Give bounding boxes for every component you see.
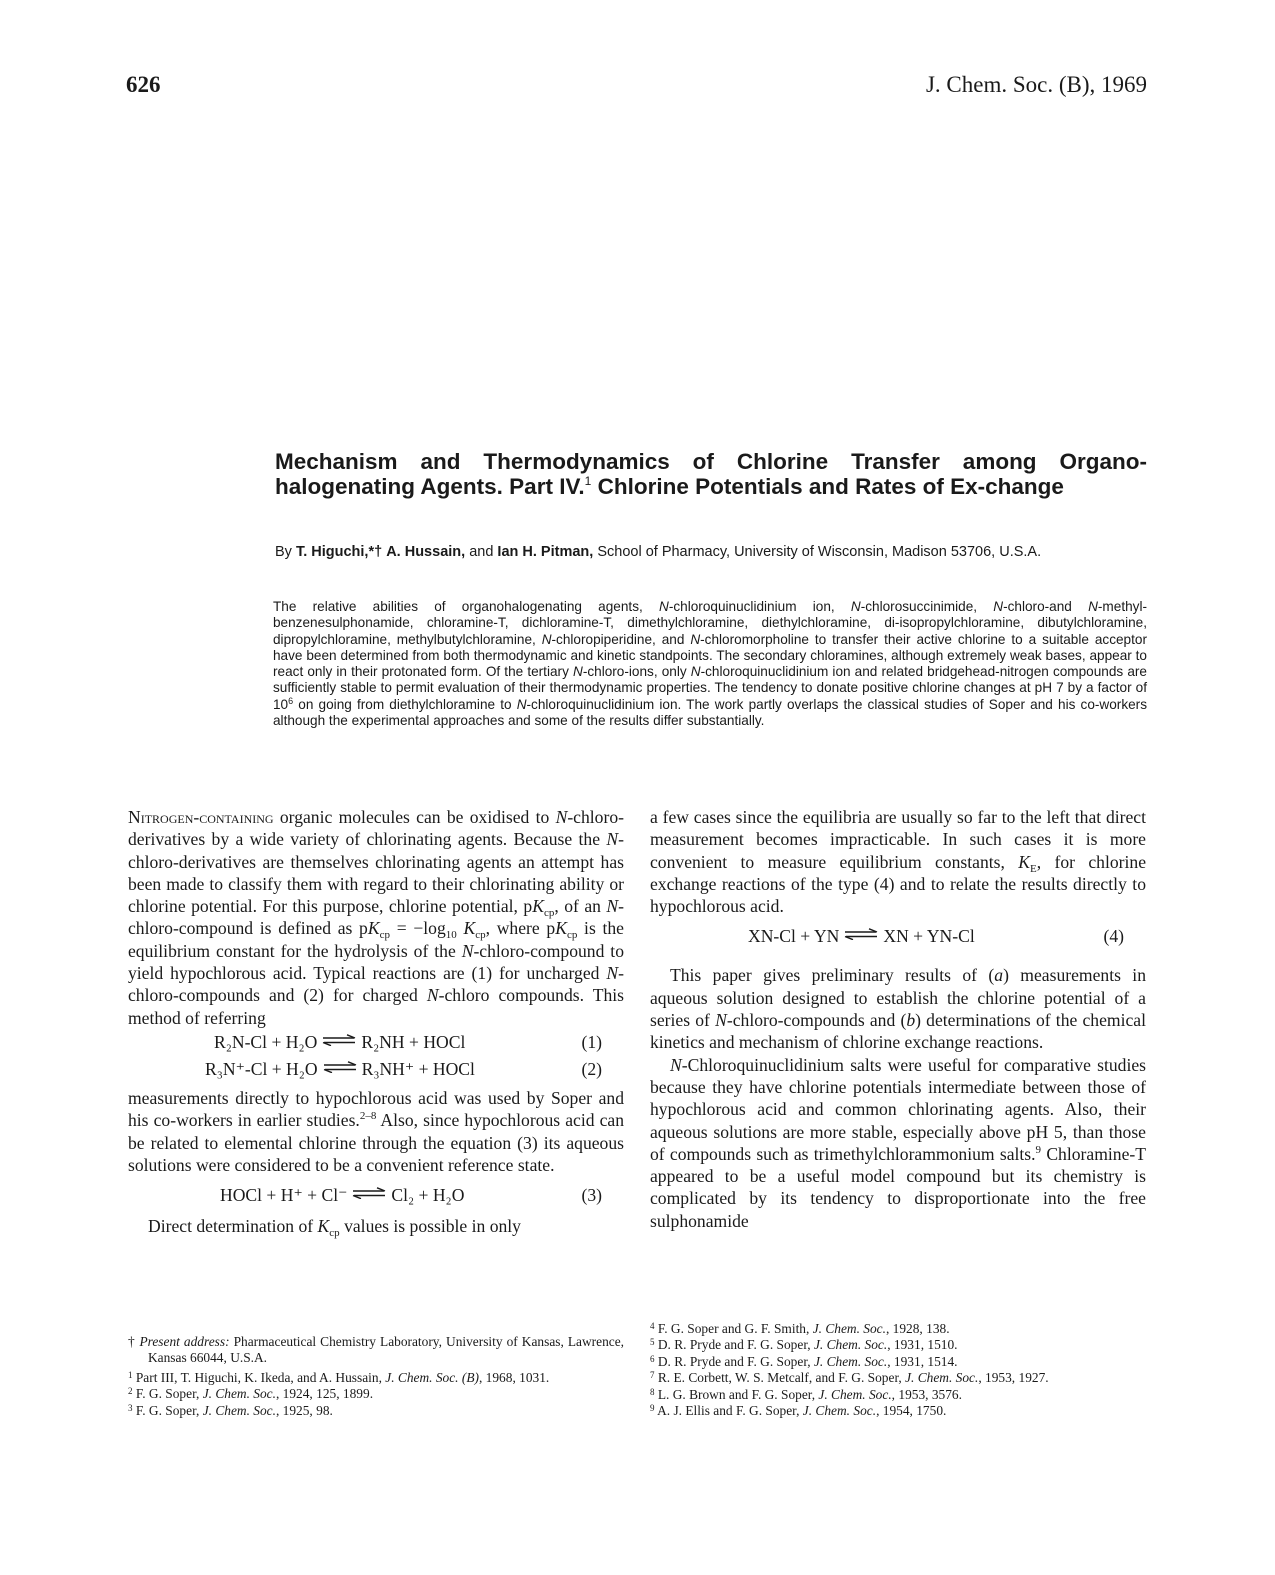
footnote: $^2$ F. G. Soper, J. Chem. Soc., 1924, 125, 1899.: [128, 1386, 374, 1402]
paragraph: This paper gives preliminary results of (a) measurements in aqueous solution designed to establish the chlorine potential of a series of N-chloro-compounds and (b) determinations of the chemical kinetics and mechanism of chlorine exchange reactions.: [650, 965, 1146, 1053]
footnote: $^3$ F. G. Soper, J. Chem. Soc., 1925, 98.: [128, 1402, 333, 1418]
paragraph: a few cases since the equilibria are usually so far to the left that direct measurement becomes impracticable. In such cases it is more convenient to measure equilibrium constants, $K_E$, for chlorine exchange reactions of the type (4) and to relate the results directly to hypochlorous acid.: [650, 807, 1147, 917]
author-pitman: Ian H. Pitman,: [497, 544, 594, 560]
footnote: $^1$ Part III, T. Higuchi, K. Ikeda, and A. Hussain, J. Chem. Soc. (B), 1968, 1031.: [128, 1369, 550, 1385]
equilibrium-arrow-icon: [843, 928, 879, 940]
equilibrium-arrow-icon: [321, 1034, 357, 1046]
paragraph: Direct determination of $K_{cp}$ values is possible in only: [148, 1216, 521, 1240]
footnotes-right: [650, 1321, 1146, 1419]
equation-number: (4): [1103, 926, 1124, 947]
footnote: $^7$ R. E. Corbett, W. S. Metcalf, and F. G. Soper, J. Chem. Soc., 1953, 1927.: [650, 1370, 1049, 1386]
footnote-present-address: † Present address: Pharmaceutical Chemistry Laboratory, University of Kansas, Lawrence, Kansas 66044, U.S.A.: [128, 1334, 625, 1366]
equilibrium-arrow-icon: [322, 1061, 358, 1073]
author-higuchi: T. Higuchi,*†: [295, 544, 383, 560]
page-number: 626: [126, 72, 161, 97]
footnote: $^8$ L. G. Brown and F. G. Soper, J. Chem. Soc., 1953, 3576.: [650, 1386, 962, 1402]
article-title: Mechanism and Thermodynamics of Chlorine Transfer among Organo-halogenating Agents. Part IV.$^1$ Chlorine Potentials and Rates of Ex-change: [275, 449, 1147, 499]
author-hussain: A. Hussain,: [386, 544, 466, 560]
citation-ref[interactable]: 2–8: [359, 1110, 377, 1123]
equation-number: (3): [581, 1185, 602, 1206]
equation-1: R₂N-Cl + H₂O R₂NH + HOCl (1): [214, 1031, 602, 1052]
equation-number: (2): [581, 1058, 602, 1079]
footnote: $^6$ D. R. Pryde and F. G. Soper, J. Chem. Soc., 1931, 1514.: [650, 1353, 958, 1369]
equation-number: (1): [581, 1031, 602, 1052]
affiliation: School of Pharmacy, University of Wisconsin, Madison 53706, U.S.A.: [593, 544, 1042, 560]
equilibrium-arrow-icon: [351, 1187, 387, 1199]
equation-3: HOCl + H⁺ + Cl⁻ Cl₂ + H₂O (3): [220, 1185, 602, 1206]
footnote: $^5$ D. R. Pryde and F. G. Soper, J. Chem. Soc., 1931, 1510.: [650, 1337, 958, 1353]
footnote: $^4$ F. G. Soper and G. F. Smith, J. Chem. Soc., 1928, 138.: [650, 1321, 950, 1336]
footnotes-left: [128, 1334, 624, 1419]
paragraph: Nitrogen-containing organic molecules can be oxidised to N-chloro-derivatives by a wide variety of chlorinating agents. Because the N-chloro-derivatives are themselves chlorinating agents an attempt has been made to classify them with regard to their chlorinating ability or chlorine potential. For this purpose, chlorine potential, $pK_{cp}$, of an N-chloro-compound is defined as $pK_{cp} = -\log_{10}$ $K_{cp}$, where $pK_{cp}$ is the equilibrium constant for the hydrolysis of the N-chloro-compound to yield hypochlorous acid. Typical reactions are (1) for uncharged N-chloro-compounds and (2) for charged N-chloro compounds. This method of referring: [128, 807, 624, 1028]
journal-citation: J. Chem. Soc. (B), 1969: [925, 72, 1147, 97]
abstract: The relative abilities of organohalogenating agents, N-chloroquinuclidinium ion, N-chlorosuccinimide, N-chloro-and N-methyl-benzenesulphonamide, chloramine-T, dichloramine-T, dimethylchloramine, diethylchloramine, di-isopropylchloramine, dibutylchloramine, dipropylchloramine, methylbutylchloramine, N-chloropiperidine, and N-chloromorpholine to transfer their active chlorine to a suitable acceptor have been determined from both thermodynamic and kinetic standpoints. The secondary chloramines, although extremely weak bases, appear to react only in their protonated form. Of the tertiary N-chloro-ions, only N-chloroquinuclidinium ion and related bridgehead-nitrogen compounds are sufficiently stable to permit evaluation of their thermodynamic properties. The tendency to donate positive chlorine changes at pH 7 by a factor of $10^6$ on going from diethylchloramine to N-chloroquinuclidinium ion. The work partly overlaps the classical studies of Soper and his co-workers although the experimental approaches and some of the results differ substantially.: [273, 599, 1147, 729]
title-footnote-ref[interactable]: 1: [584, 474, 592, 488]
paragraph: N-Chloroquinuclidinium salts were useful for comparative studies because they have chlorine potentials intermediate between those of hypochlorous acid and common chlorinating agents. Also, their aqueous solutions are more stable, especially above pH 5, than those of compounds such as trimethylchlorammonium salts.$^9$ Chloramine-T appeared to be a useful model compound but its chemistry is complicated by its tendency to disproportionate into the free sulphonamide: [650, 1054, 1146, 1231]
body-column-left: [128, 806, 624, 1240]
equation-2: R₃N⁺-Cl + H₂O R₃NH⁺ + HOCl (2): [205, 1058, 602, 1079]
citation-ref[interactable]: 9: [1035, 1143, 1042, 1156]
paragraph: measurements directly to hypochlorous acid was used by Soper and his co-workers in earlier studies.$^{2-8}$ Also, since hypochlorous acid can be related to elemental chlorine through the equation (3) its aqueous solutions were considered to be a convenient reference state.: [128, 1087, 624, 1175]
equation-4: XN-Cl + YN XN + YN-Cl (4): [748, 926, 1124, 947]
author-line: By T. Higuchi,*† A. Hussain, and Ian H. Pitman, School of Pharmacy, University of Wisconsin, Madison 53706, U.S.A.: [275, 544, 1042, 560]
body-column-right: [650, 806, 1146, 1232]
footnote: $^9$ A. J. Ellis and F. G. Soper, J. Chem. Soc., 1954, 1750.: [650, 1403, 947, 1419]
